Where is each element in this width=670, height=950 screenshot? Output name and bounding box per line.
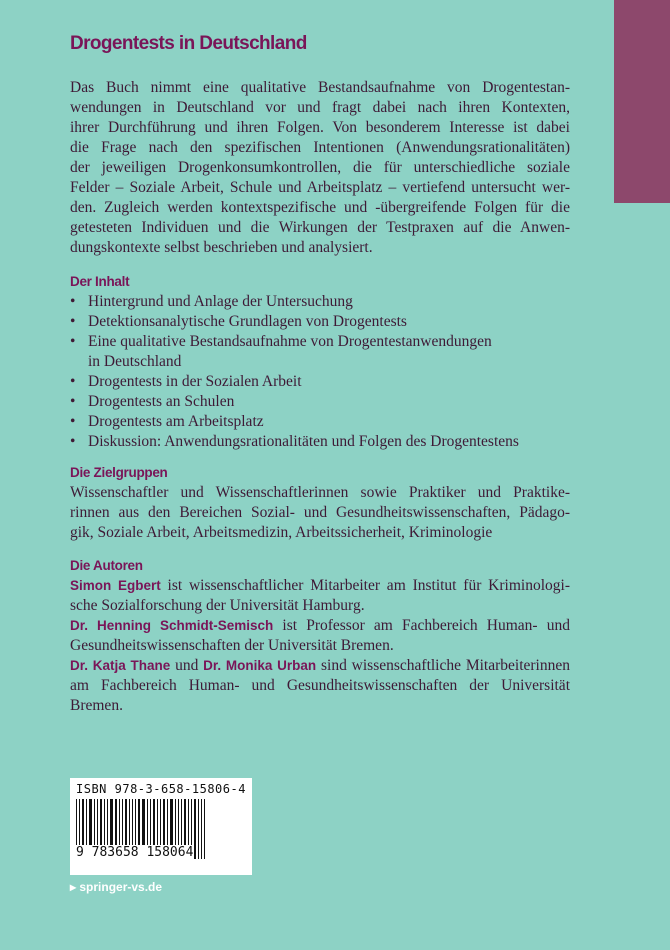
intro-line: den. Zugleich werden kontextspezifische und -übergreifende Folgen für die [70,199,570,216]
barcode-bar [201,799,202,859]
list-item-text: Detektionsanalytische Grundlagen von Drogentests [88,313,407,330]
list-item: • Drogentests am Arbeitsplatz [70,413,264,430]
list-item: • Eine qualitative Bestandsaufnahme von Drogentestanwendungen in Deutschland [70,333,492,370]
audience-line: Wissenschaftler und Wissenschaftlerinnen sowie Praktiker und Praktike- [70,484,570,501]
isbn-barcode [70,778,252,875]
intro-line: wendungen in Deutschland vor und fragt dabei nach ihren Kontexten, [70,99,570,116]
author-line: Simon Egbert ist wissenschaftlicher Mitarbeiter am Institut für Kriminologi- [70,577,570,594]
barcode-digits: 9 783658 158064 [76,845,194,860]
intro-line: getesteten Individuen und die Wirkungen der Testpraxen auf die Anwen- [70,219,570,236]
author-line: Gesundheitswissenschaften der Universität Bremen. [70,637,394,654]
list-item-text: Eine qualitative Bestandsaufnahme von Drogentestanwendungen in Deutschland [88,333,492,370]
barcode-bar [204,799,205,859]
barcode-bar [194,799,196,859]
author-line: Bremen. [70,697,123,714]
isbn-label: ISBN 978-3-658-15806-4 [76,782,246,796]
list-item-text: Drogentests in der Sozialen Arbeit [88,373,302,390]
author-line: Dr. Katja Thane und Dr. Monika Urban sind wissenschaftliche Mitarbeiterinnen [70,657,570,674]
intro-line: dungskontexte selbst beschrieben und analysiert. [70,239,373,256]
website-link[interactable]: ▸ springer-vs.de [70,880,163,894]
audience-line: rinnen aus den Bereichen Sozial- und Gesundheitswissenschaften, Pädago- [70,504,570,521]
audience-section [70,463,570,543]
intro-line: Das Buch nimmt eine qualitative Bestandsaufnahme von Drogentestan- [70,79,570,96]
audience-line: gik, Soziale Arbeit, Arbeitsmedizin, Arbeitssicherheit, Kriminologie [70,524,493,541]
intro-line: die Frage nach den spezifischen Intentionen (Anwendungsrationalitäten) [70,139,570,156]
list-item: • Detektionsanalytische Grundlagen von Drogentests [70,313,407,330]
list-item: • Diskussion: Anwendungsrationalitäten und Folgen des Drogentestens [70,433,519,450]
list-item-text: Drogentests an Schulen [88,393,235,410]
list-item-text: Hintergrund und Anlage der Untersuchung [88,293,353,310]
author-line: sche Sozialforschung der Universität Hamburg. [70,597,365,614]
intro-line: ihrer Durchführung und ihren Folgen. Von besonderem Interesse ist dabei [70,119,570,136]
contents-section [70,272,570,452]
list-item-text: Diskussion: Anwendungsrationalitäten und Folgen des Drogentestens [88,433,519,450]
audience-heading: Die Zielgruppen [70,465,168,480]
list-item-text: Drogentests am Arbeitsplatz [88,413,264,430]
list-item: • Drogentests in der Sozialen Arbeit [70,373,302,390]
book-title: Drogentests in Deutschland [70,33,307,54]
authors-heading: Die Autoren [70,558,143,573]
contents-heading: Der Inhalt [70,274,130,289]
list-item: • Drogentests an Schulen [70,393,235,410]
barcode-bar [198,799,199,859]
intro-line: der jeweiligen Drogenkonsumkontrollen, die für unterschiedliche soziale [70,159,570,176]
author-line: am Fachbereich Human- und Gesundheitswissenschaften der Universität [70,677,570,694]
intro-line: Felder – Soziale Arbeit, Schule und Arbeitsplatz – vertiefend untersucht wer- [70,179,570,196]
decorative-band [614,0,670,203]
intro-paragraph [70,78,570,258]
authors-section [70,556,570,716]
author-line: Dr. Henning Schmidt-Semisch ist Professor am Fachbereich Human- und [70,617,570,634]
list-item: • Hintergrund und Anlage der Untersuchung [70,293,353,310]
